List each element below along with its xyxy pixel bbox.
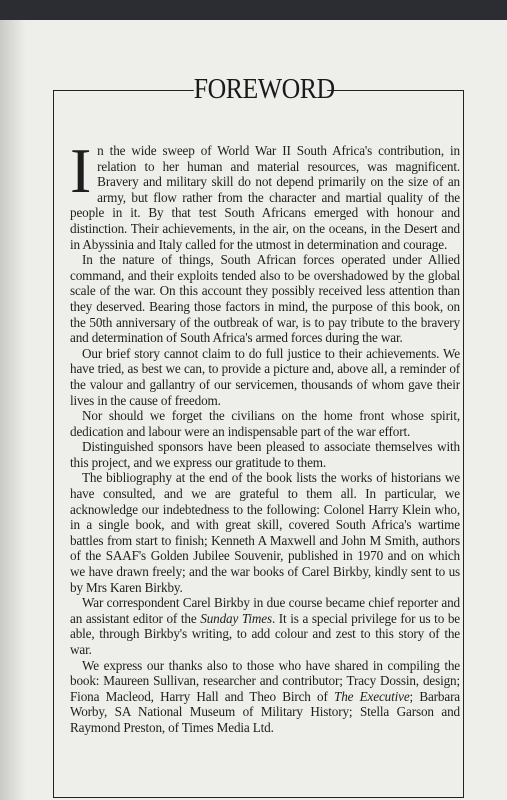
paragraph: In the nature of things, South African forces operated under Allied command, and their exploits tended also to be overshadowed by the global scale of the war. On this account they possibly received less attention than they deserved. Bearing those factors in mind, the purpose of this book, on the 50th anniversary of the outbreak of war, is to pay tribute to the bravery and determination of South Africa's armed forces during the war. (70, 252, 460, 346)
paragraph-text: ; Barbara Worby, SA National Museum of Military History; Stella Garson and Raymond Preston, of Times Media Ltd. (70, 688, 461, 735)
foreword-body (70, 135, 461, 736)
page-title: FOREWORD (193, 74, 335, 105)
paragraph (70, 658, 460, 736)
book-page (0, 20, 507, 800)
drop-cap: I (70, 135, 92, 206)
paragraph (70, 135, 460, 252)
paragraph-text: . It is a special privilege for us to be able, through Birkby's writing, to add colour and zest to this story of the war. (70, 610, 460, 657)
paragraph: The bibliography at the end of the book lists the works of historians we have consulted, and we are grateful to them all. In particular, we acknowledge our indebtedness to the following: Colonel Harry Klein who, in a single book, and with great skill, covered South Africa's wartime battles from start to finish; Kenneth A Maxwell and John M Smith, authors of the SAAF's Golden Jubilee Souvenir, published in 1970 and on which we have drawn freely; and the war books of Carel Birkby, kindly sent to us by Mrs Karen Birkby. (70, 470, 460, 595)
paragraph: Our brief story cannot claim to do full justice to their achievements. We have tried, as best we can, to provide a picture and, above all, a reminder of the valour and gallantry of our servicemen, thousands of whom gave their lives in the cause of freedom. (70, 345, 460, 408)
paragraph (70, 595, 460, 657)
publication-title: Sunday Times (200, 610, 272, 626)
publication-title: The Executive (334, 688, 410, 704)
paragraph-text: We express our thanks also to those who have shared in compiling the book: Maureen Sullivan, researcher and contributor; Tracy Dossin, design; Fiona Macleod, Harry Hall and Theo Birch of (70, 657, 460, 704)
paragraph: Distinguished sponsors have been pleased to associate themselves with this project, and we express our gratitude to them. (70, 439, 460, 470)
paragraph-text: War correspondent Carel Birkby in due course became chief reporter and an assistant editor of the (70, 595, 460, 626)
paragraph: Nor should we forget the civilians on the home front whose spirit, dedication and labour were an indispensable part of the war effort. (70, 408, 460, 439)
spine-shadow (0, 20, 26, 800)
paragraph-text: n the wide sweep of World War II South Africa's contribution, in relation to her human and material resources, was magnificent. Bravery and military skill do not depend primarily on the size of an army, but flow rather from the character and martial quality of the people in it. By that test South Africans emerged with honour and distinction. Their achievements, in the air, on the oceans, in the Desert and in Abyssinia and Italy called for the utmost in determination and courage. (70, 143, 460, 252)
